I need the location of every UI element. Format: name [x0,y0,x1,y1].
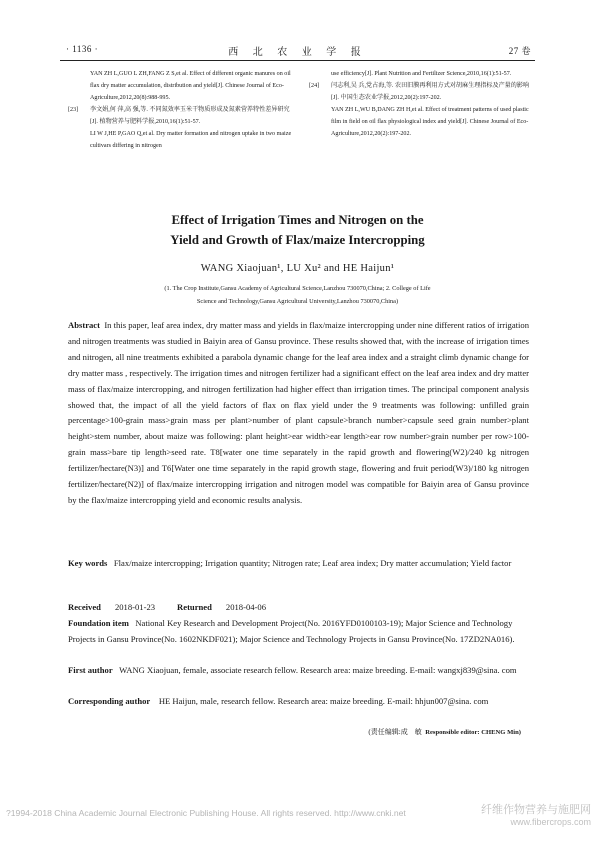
first-author [68,663,529,679]
responsible-editor [368,727,521,737]
site-watermark [481,804,591,828]
watermark-line-2: www.fibercrops.com [510,817,591,827]
reference-entry: YAN ZH L,GUO L ZH,FANG Z S,et al. Effect of different organic manures on oil flax dry matter accumulation, distribution and yield[J]. Chinese Journal of Eco-Agriculture,2012,20(8):988-995. [90,71,291,101]
returned-label: Returned [177,602,212,612]
editor-en: Responsible editor: CHENG Min) [425,729,521,736]
watermark-line-1: 纤维作物营养与施肥网 [481,804,591,816]
editor-cn: (责任编辑:成 敏 [368,728,422,736]
references-left-column [68,68,296,152]
keywords [68,555,529,571]
corresponding-author [68,694,529,710]
received-date: 2018-01-23 [114,602,156,612]
foundation-text: National Key Research and Development Project(No. 2016YFD0100103-19); Major Science and Technology Projects in Gansu Province(No. 1602NKDF021); Major Science and Technology Projects in Gansu Province(No. 17ZD2NA016). [68,618,515,644]
corresponding-author-text: HE Haijun, male, research fellow. Research area: maize breeding. E-mail: hhjun007@sina. com [158,696,489,706]
reference-entry: [23] 李文娟,何 萍,高 强,等. 不同氮效率玉米干物质形成及氮素营养特性差异研究[J]. 植物营养与肥料学报,2010,16(1):51-57. [68,107,290,125]
journal-name: 西 北 农 业 学 报 [228,47,367,58]
header-rule [60,60,535,61]
volume-label: 27 卷 [508,46,531,56]
page-number: · 1136 · [66,44,99,54]
abstract [68,318,529,509]
authors: WANG Xiaojuan¹, LU Xu² and HE Haijun¹ [200,263,395,274]
copyright-footer: ?1994-2018 China Academic Journal Electronic Publishing House. All rights reserved. http://www.cnki.net [6,808,406,818]
references-right-column [309,68,535,140]
affiliation [0,282,595,308]
foundation-label: Foundation item [68,618,129,628]
title-line-2: Yield and Growth of Flax/maize Intercropping [170,233,425,247]
reference-entry: [24] 闫志利,吴 兵,党占海,等. 农田旧膜再利用方式对胡麻生理指标及产量的影响[J]. 中国生态农业学报,2012,20(2):197-202. [309,83,530,101]
reference-entry: LI W J,HE P,GAO Q,et al. Dry matter formation and nitrogen uptake in two maize cultivars differing in nitrogen [90,131,292,149]
abstract-label: Abstract [68,320,100,330]
keywords-label: Key words [68,558,108,568]
title-line-1: Effect of Irrigation Times and Nitrogen on the [171,213,424,227]
keywords-text: Flax/maize intercropping; Irrigation quantity; Nitrogen rate; Leaf area index; Dry matter accumulation; Yield factor [113,558,512,568]
received-label: Received [68,602,101,612]
reference-entry: use efficiency[J]. Plant Nutrition and Fertilizer Science,2010,16(1):51-57. [331,71,512,77]
received-returned [68,600,529,616]
returned-date: 2018-04-06 [225,602,267,612]
affiliation-line-1: (1. The Crop Institute,Gansu Academy of Agricultural Science,Lanzhou 730070,China; 2. College of Life [164,285,431,292]
abstract-text: In this paper, leaf area index, dry matter mass and yields in flax/maize intercropping under nine different ratios of irrigation and nitrogen treatments was studied in Baiyin area of Gansu province. These results showed that, with the increase of irrigation times and nitrogen, all nine treatments exhibited a parabola dynamic change for the leaf area index and a straight climb dynamic change for dry matter mass , respectively. The irrigation times and nitrogen fertilizer had a significant effect on the leaf area index and dry matter mass of flax/maize intercropping, and nitrogen fertilization had higher effect than irrigation times. The principal component analysis showed that, the impact of all the yield factors of flax on flax yield under the 9 treatments was following: unfilled grain percentage>100-grain mass>grain mass per plant>number of plant capsule>branch number>capsule seed grain number>plant height>stem number, about maize was following: plant height>ear width>ear length>ear row number>grain number per row>100-grain mass>bare tip length>seed rate. T8[water one time separately in the rapid growth and flowering(W2)/240 kg nitrogen fertilizer/hectare(N3)] and T6[Water one time separately in the rapid growth stage, flowering and fruit period(W3)/180 kg nitrogen fertilizer/hectare(N2)] of flax/maize intercropping irrigation and nitrogen model was compatible for Baiyin area of Gansu province by the flax/maize intercropping yield and economic results analysis. [68,320,529,505]
affiliation-line-2: Science and Technology,Gansu Agricultural University,Lanzhou 730070,China) [196,298,399,305]
paper-title [0,210,595,250]
foundation-item [68,616,529,648]
first-author-label: First author [68,665,113,675]
reference-entry: YAN ZH L,WU B,DANG ZH H,et al. Effect of treatment patterns of used plastic film in field on oil flax physiological index and yield[J]. Chinese Journal of Eco-Agriculture,2012,20(2):197-202. [331,107,529,137]
corresponding-author-label: Corresponding author [68,696,151,706]
first-author-text: WANG Xiaojuan, female, associate research fellow. Research area: maize breeding. E-mail: wangxj839@sina. com [119,665,517,675]
